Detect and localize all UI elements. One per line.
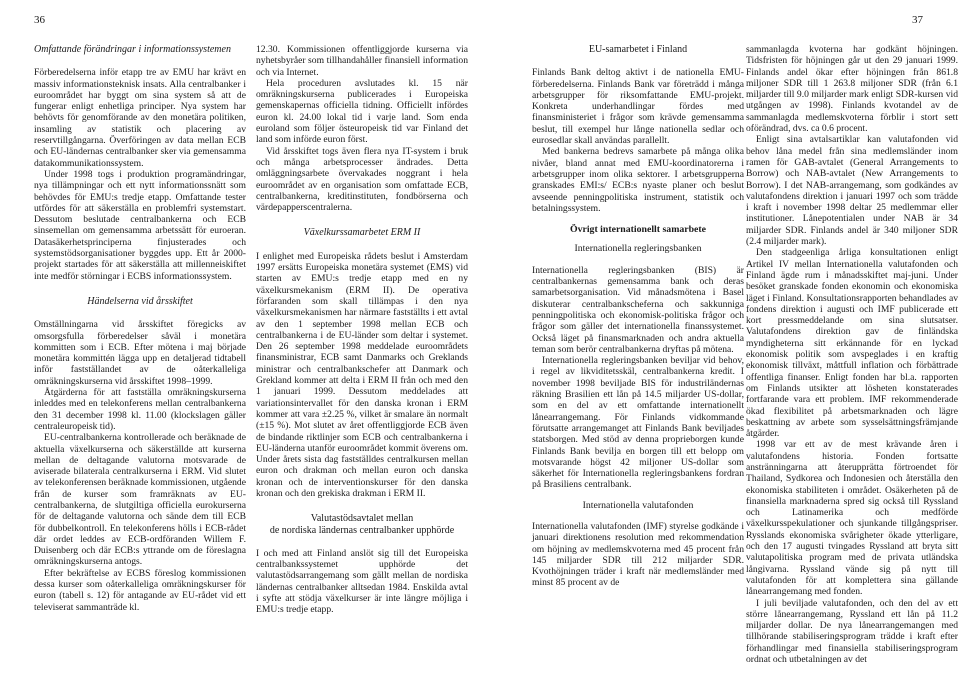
paragraph: Med bankerna bedrevs samarbete på många olika nivåer, bland annat med EMU-koordinatorerna i arbetsgrupper inom olika sektorer. I arbetsgrupperna granskades EMI:s/ ECB:s nyaste planer och beslut avseende penningpolitiska instrument, statistik och betalningssystem. [532, 146, 744, 214]
paragraph: Åtgärderna för att fastställa omräkningskurserna inleddes med en telekonferens mellan centralbankerna den 31 december 1998 kl. 11.00 (klockslagen gäller centraleuropeisk tid). [34, 387, 246, 432]
subheading-bis: Internationella regleringsbanken [574, 243, 702, 255]
column-3 [532, 44, 744, 589]
section-heading-erm2: Växelkurssamarbetet ERM II [303, 227, 421, 239]
paragraph: Omställningarna vid årsskiftet föregicks av omsorgsfulla förberedelser såväl i monetära kommitten som i ECB. Efter mötena i maj började monetära kommittén lägga upp en detaljerad tidtabell inför fastställandet av de oåterkalleliga omräkningskurserna vid årsskiftet 1998–1999. [34, 319, 246, 387]
section-heading-information-systems: Omfattande förändringar i informationssystemen [34, 44, 231, 55]
paragraph: Förberedelserna inför etapp tre av EMU har krävt en massiv informationsteknisk insats. Alla centralbanker i euroområdet har byggt om sina system så att de fungerar enligt enhetliga principer. Nya system har behövts för genomförande av den monetära politiken, insamling av statistik och placering av reservtillgångarna. Överföringen av data mellan ECB och EU-ländernas centralbanker sker via gemensamma datakommunikationssystem. [34, 67, 246, 169]
page-number-right: 37 [912, 14, 923, 26]
paragraph: I och med att Finland anslöt sig till det Europeiska centralbankssystemet upphörde det valutastödsarrangemang som gällt mellan de nordiska ländernas centralbanker alltsedan 1984. Enskilda avtal i syfte att stödja växelkurser är inte längre möjliga i EMU:s tredje etapp. [256, 547, 468, 616]
column-4 [746, 44, 958, 665]
paragraph: Enligt sina avtalsartiklar kan valutafonden vid behov låna medel från sina medlemsländer inom ramen för GAB-avtalet (General Arrangements to Borrow) och NAB-avtalet (New Arrangements to Borrow). I det NAB-arrangemang, som godkändes av valutafondens direktion i januari 1997 och som trädde i kraft i november 1998 deltar 25 medlemmar eller institutioner. Lånepotentialen under NAB är 34 miljarder SDR. Finlands andel är 340 miljoner SDR (2.4 miljarder mark). [746, 134, 958, 248]
paragraph: 1998 var ett av de mest krävande åren i valutafondens historia. Fonden fortsatte anstränningarna att återupprätta förtroendet för Thailand, Sydkorea och Indonesien och återställa den ekonomiska stabiliteten i området. Osäkerheten på de finansiella marknaderna spred sig också till Ryssland och Latinamerika och medförde växelkursspekulationer och sjunkande tillgångspriser. Rysslands ekonomiska svårigheter ökade ytterligare, och den 17 augusti tvingades Ryssland att bryta sitt valutapolitiska program med de privata utländska långivarna. Ryssland vände sig på nytt till valutafonden för att komplettera sina gällande lånearrangemang med fonden. [746, 439, 958, 598]
paragraph: Internationella valutafonden (IMF) styrelse godkände i januari direktionens resolution med rekommendation om höjning av medlemskvoterna med 45 procent från 145 miljarder SDR till 212 miljarder SDR. Kvothöjningen träder i kraft när medlemsländer med minst 85 procent av de [532, 520, 744, 589]
subheading-imf: Internationella valutafonden [582, 499, 694, 511]
paragraph: Internationella regleringsbanken (BIS) är centralbankernas gemensamma bank och deras samarbetsorganisation. Vid månadsmötena i Basel diskuterar centralbankscheferna och sakkunniga penningpolitiska och ekonomisk-politiska frågor och frågor som gäller det internationella finanssystemet. Också läget på finansmarknaden och andra aktuella teman som berör centralbankerna dryftas på mötena. [532, 264, 744, 355]
paragraph: 12.30. Kommissionen offentliggjorde kurserna via nyhetsbyråer som tillhandahåller finansiell information och via Internet. [256, 44, 468, 78]
paragraph: I juli beviljade valutafonden, och den del av ett större lånearrangemang, Ryssland ett lån på 11.2 miljarder dollar. De nya lånearrangemangen med tillhörande stabiliseringsprogram trädde i kraft efter förhandlingar med finansiella stabiliseringsprogram ordnat och utbetalningen av det [746, 597, 958, 666]
paragraph: EU-centralbankerna kontrollerade och beräknade de aktuella växelkurserna och säkerställde att kurserna mellan de deltagande valutorna motsvarade de aviserade bilaterala centralkurserna i ERM. Vid slutet av telekonferensen beräknade kommissionen, utgående från de kurser som framräknats av EU-centralbankerna, de slutgiltiga officiella eurokurserna för de deltagande valutorna och sände dem till ECB för dubbelkontroll. En telekonferens hölls i ECB-rådet där ordet leddes av ECB-ordföranden Willem F. Duisenberg och där ECB:s yttrande om de föreslagna omräkningskurserna antogs. [34, 432, 246, 568]
section-heading-eu-cooperation: EU-samarbetet i Finland [588, 44, 688, 55]
paragraph: Den stadgeenliga årliga konsultationen enligt Artikel IV mellan Internationella valutafonden och Finland ägde rum i månadsskiftet maj-juni. Under besöket granskade fonden ekonomin och ekonomiska läget i Finland. Konsultationsrapporten behandlades av fondens direktion i augusti och IMF publicerade ett kort pressmeddelande om sina slutsatser. Valutafondens direktion gav de finländska myndigheterna sitt erkännande för en lyckad ekonomisk politik som avspeglades i en kraftig ekonomisk tillväxt, måttfull inflation och förbättrade offentliga finanser. Enligt fonden har bl.a. rapporten om Finlands utsikter att lösheten konstaterades fortfarande vara ett problem. IMF rekommenderade ökad flexibilitet på arbetsmarknaden och lägre beskattning av arbete som sysselsättningsfrämjande åtgärder. [746, 247, 958, 440]
column-1 [34, 44, 246, 613]
paragraph: Efter bekräftelse av ECBS föreslog kommissionen dessa kurser som oåterkalleliga omräkningskurser för euron (tabell s. 12) för antagande av EU-rådet vid ett televiserat sammanträde kl. [34, 567, 246, 613]
paragraph: Finlands Bank deltog aktivt i de nationella EMU-förberedelserna. Finlands Bank var företrädd i många arbetsgrupper för riksomfattande EMU-projekt. Konkreta underhandlingar fördes med finansministeriet i frågor som krävde gemensamma beslut, till exempel hur långe nationella sedlar och eurosedlar skall användas parallellt. [532, 67, 744, 147]
paragraph: Vid årsskiftet togs även flera nya IT-system i bruk och många arbetsprocesser ändrades. Detta omläggningsarbete övervakades noggrant i hela euroområdet av en organisation som omfattade ECB, centralbankerna, kreditinstituten, fondbörserna och värdepapperscentralerna. [256, 145, 468, 214]
section-heading-nordic-support [256, 513, 468, 536]
paragraph: Under 1998 togs i produktion programändringar, nya tillämpningar och ett nytt informationssnätt som behövdes för EMU:s tredje etapp. Omfattande tester utfördes för att säkerställa en problemfri systemstart. Dessutom beslutade centralbankerna och ECB sinsemellan om gemensamma arbetssätt för euroeran. Datasäkerhetsprinciperna finjusterades och systemstödsorganisationer byggdes upp. Ett år 2000-projekt startades för att säkerställa att millenneiskiftet inte medför störningar i ECBS informationssystem. [34, 168, 246, 282]
section-heading-new-year: Händelserna vid årsskiftet [87, 295, 193, 307]
paragraph: Internationella regleringsbanken beviljar vid behov, i regel av likviditetsskäl, centralbankerna kredit. I november 1998 beviljade BIS för industriländernas räkning Brasilien ett lån på 14.5 miljarder US-dollar, som en del av ett omfattande internationellt lånearrangemang. För Finlands vidkommande förutsatte arrangemanget att Finlands Bank beviljades statsborgen. Med stöd av denna proprieborgen kunde Finlands Bank bevilja en borgen till ett belopp om motsvarande högst 42 miljoner US-dollar som säkerhet för Internationella regleringsbankens fordran på Brasiliens centralbank. [532, 355, 744, 491]
heading-line-2: de nordiska ländernas centralbanker upphörde [269, 524, 455, 536]
paragraph: sammanlagda kvoterna har godkänt höjningen. Tidsfristen för höjningen går ut den 29 januari 1999. Finlands andel ökar efter höjningen från 861.8 miljoner SDR till 1 263.8 miljoner SDR (från 6.1 miljarder till 9.0 miljarder mark enligt SDR-kursen vid utgången av 1998). Finlands kvotandel av de sammanlagda medlemskvoterna förblir i stort sett oförändrad, dvs. ca 0.6 procent. [746, 44, 958, 135]
paragraph: Hela proceduren avslutades kl. 15 när omräkningskurserna publicerades i Europeiska gemenskapernas officiella tidning. Officiellt infördes euron kl. 24.00 lokal tid i varje land. Som enda euroland som följer östeuropeisk tid var Finland det land som införde euron först. [256, 77, 468, 146]
paragraph: I enlighet med Europeiska rådets beslut i Amsterdam 1997 ersätts Europeiska monetära systemet (EMS) vid starten av EMU:s tredje etapp med en ny växelkursmekanism (ERM II). De operativa förfaranden som skall tillämpas i den nya växelkursmekanismen har närmare fastställts i ett avtal av den 1 september 1998 mellan ECB och centralbankerna i de EU-länder som deltar i systemet. Den 26 september 1998 meddelade euroområdets finansministrar, ECB samt Danmarks och Greklands ministrar och centralbankschefer att Danmark och Grekland kommer att delta i ERM II från och med den 1 januari 1999. Dessutom meddelades att variationsintervallet för den danska kronan i ERM kommer att vara ±2.25 %, vilket är smalare än normalt (±15 %). Mot slutet av året offentliggjorde ECB även de bindande riktlinjer som ECB och centralbankerna i EU-länderna utanför euroområdet kommit överens om. Under årets sista dag fastställdes centralkursen mellan euron och drakman och mellan euron och danska kronan och de interventionskurser för den danska kronan och den grekiska drakman i ERM II. [256, 250, 468, 499]
heading-line-1: Valutastödsavtalet mellan [310, 513, 414, 525]
section-heading-international: Övrigt internationellt samarbete [569, 224, 707, 236]
column-2 [256, 44, 468, 616]
page-number-left: 36 [34, 14, 45, 26]
